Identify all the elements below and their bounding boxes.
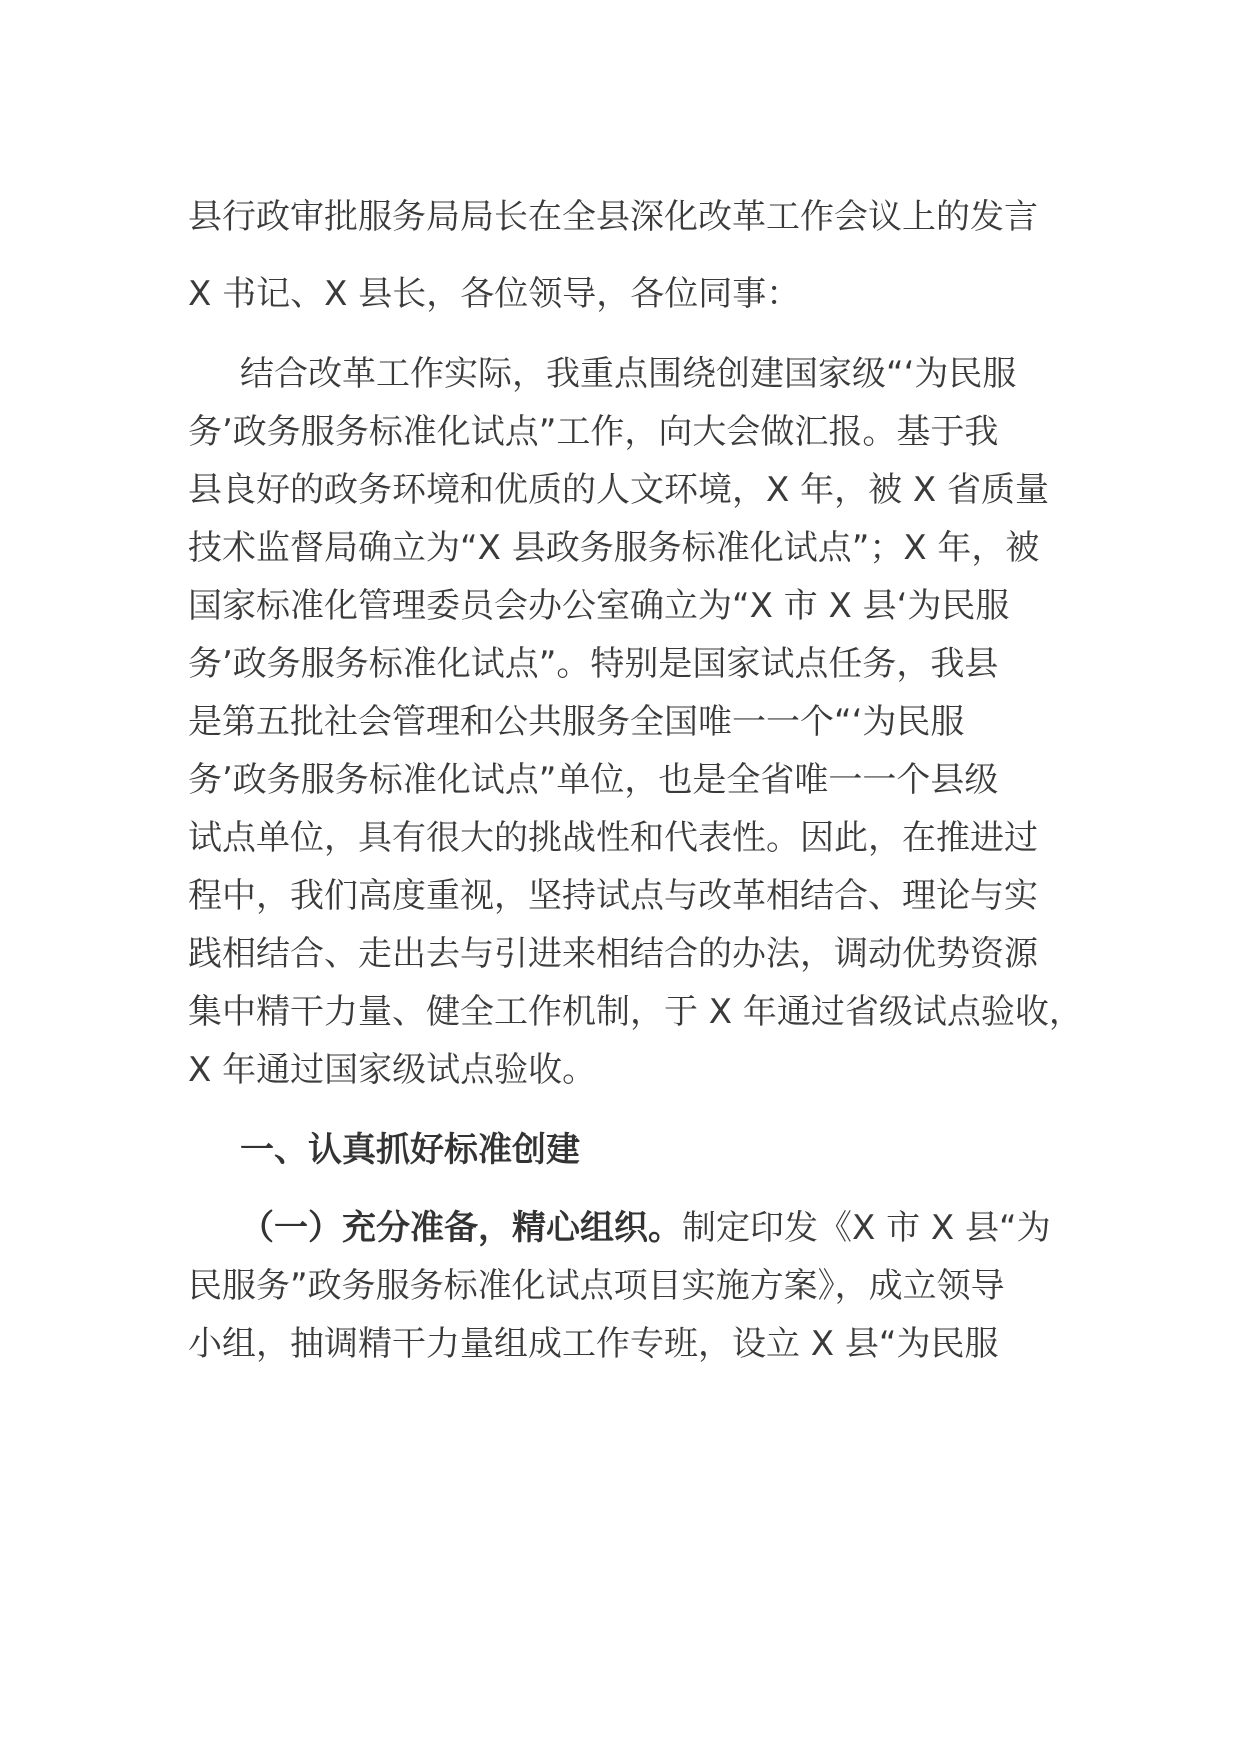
paragraph-line: 国家标准化管理委员会办公室确立为“X 市 X 县‘为民服 — [188, 586, 1010, 626]
subsection-text: 制定印发《X 市 X 县“为 — [682, 1208, 1051, 1248]
paragraph-line: 集中精干力量、健全工作机制，于 X 年通过省级试点验收， — [188, 992, 1083, 1032]
paragraph-line: 县良好的政务环境和优质的人文环境，X 年，被 X 省质量 — [188, 470, 1050, 510]
section-heading: 一、认真抓好标准创建 — [240, 1130, 580, 1170]
subsection-heading: （一）充分准备，精心组织。 — [240, 1208, 682, 1248]
salutation: X 书记、X 县长，各位领导，各位同事： — [188, 274, 801, 314]
subsection-first-line — [240, 1208, 1051, 1248]
paragraph-line: 技术监督局确立为“X 县政务服务标准化试点”；X 年，被 — [188, 528, 1040, 568]
paragraph-line: 程中，我们高度重视，坚持试点与改革相结合、理论与实 — [188, 876, 1038, 916]
paragraph-line: 务’政务服务标准化试点”。特别是国家试点任务，我县 — [188, 644, 999, 684]
paragraph-line: 试点单位，具有很大的挑战性和代表性。因此，在推进过 — [188, 818, 1038, 858]
paragraph-line: 务’政务服务标准化试点”工作，向大会做汇报。基于我 — [188, 412, 999, 452]
paragraph-line: 务’政务服务标准化试点”单位，也是全省唯一一个县级 — [188, 760, 999, 800]
document-title: 县行政审批服务局局长在全县深化改革工作会议上的发言 — [188, 197, 1038, 237]
paragraph-line: 小组，抽调精干力量组成工作专班，设立 X 县“为民服 — [188, 1324, 999, 1364]
paragraph-line: 践相结合、走出去与引进来相结合的办法，调动优势资源 — [188, 934, 1038, 974]
paragraph-line: 结合改革工作实际，我重点围绕创建国家级“‘为民服 — [240, 354, 1017, 394]
paragraph-line: 是第五批社会管理和公共服务全国唯一一个“‘为民服 — [188, 702, 965, 742]
paragraph-line: X 年通过国家级试点验收。 — [188, 1050, 597, 1090]
paragraph-line: 民服务”政务服务标准化试点项目实施方案》，成立领导 — [188, 1266, 1005, 1306]
